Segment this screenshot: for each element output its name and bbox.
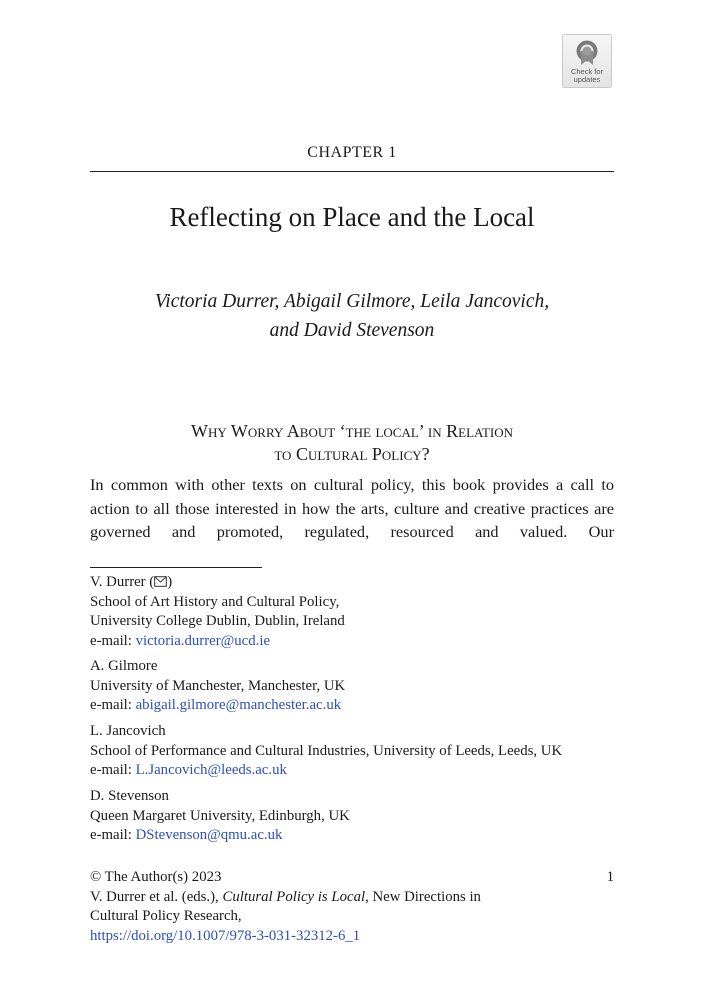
series-line: Cultural Policy Research, xyxy=(90,908,242,925)
email-link[interactable]: abigail.gilmore@manchester.ac.uk xyxy=(135,697,342,714)
chapter-title: Reflecting on Place and the Local xyxy=(169,202,535,232)
check-for-updates-badge[interactable] xyxy=(562,34,612,88)
section-heading-line-1: Why Worry About ‘the local’ in Relation xyxy=(190,421,514,441)
email-link[interactable]: L.Jancovich@leeds.ac.uk xyxy=(135,762,287,779)
email-link[interactable]: DStevenson@qmu.ac.uk xyxy=(135,827,283,844)
affiliation-stevenson xyxy=(90,787,614,846)
crossmark-icon xyxy=(574,39,600,67)
affiliation-email: e-mail: abigail.gilmore@manchester.ac.uk xyxy=(90,697,342,714)
envelope-icon xyxy=(154,576,167,587)
affiliation-durrer xyxy=(90,573,614,651)
book-title: Cultural Policy is Local xyxy=(222,888,366,905)
affiliation-gilmore xyxy=(90,657,614,716)
doi-line xyxy=(90,927,614,947)
affiliation-line: Queen Margaret University, Edinburgh, UK xyxy=(90,807,350,824)
author-line-2: and David Stevenson xyxy=(269,320,435,341)
badge-label: Check for updates xyxy=(570,67,604,84)
affiliation-name: A. Gilmore xyxy=(90,658,158,674)
affiliation-name: V. Durrer ( ) xyxy=(90,574,173,590)
author-line-1: Victoria Durrer, Abigail Gilmore, Leila Jancovich, xyxy=(154,291,550,312)
affiliation-jancovich xyxy=(90,722,614,781)
affiliation-name: D. Stevenson xyxy=(90,788,169,804)
citation-line: V. Durrer et al. (eds.), Cultural Policy is Local, New Directions in xyxy=(90,888,481,905)
page-number: 1 xyxy=(606,869,614,885)
author-list xyxy=(0,287,704,345)
affiliation-name: L. Jancovich xyxy=(90,723,166,739)
footnote-rule xyxy=(90,567,262,568)
affiliation-line: University College Dublin, Dublin, Ireland xyxy=(90,613,345,630)
affiliation-line: University of Manchester, Manchester, UK xyxy=(90,677,346,694)
affiliation-email: e-mail: victoria.durrer@ucd.ie xyxy=(90,632,271,649)
doi-link[interactable]: https://doi.org/10.1007/978-3-031-32312-6_1 xyxy=(90,927,361,944)
copyright-line: © The Author(s) 2023 xyxy=(90,869,222,885)
email-link[interactable]: victoria.durrer@ucd.ie xyxy=(135,632,271,649)
affiliation-line: School of Art History and Cultural Policy, xyxy=(90,593,340,610)
section-heading-line-2: to Cultural Policy? xyxy=(274,444,430,464)
chapter-label: CHAPTER 1 xyxy=(307,144,397,161)
body-paragraph: In common with other texts on cultural policy, this book provides a call to action to all those interested in how the arts, culture and creative practices are governed and promoted, regulated, resourced and valued. Our xyxy=(90,475,614,541)
section-heading xyxy=(0,420,704,466)
chapter-rule xyxy=(90,171,614,172)
affiliation-line: School of Performance and Cultural Industries, University of Leeds, Leeds, UK xyxy=(90,742,563,759)
affiliation-email: e-mail: DStevenson@qmu.ac.uk xyxy=(90,827,283,844)
citation-footer xyxy=(90,868,614,946)
affiliation-email: e-mail: L.Jancovich@leeds.ac.uk xyxy=(90,762,287,779)
